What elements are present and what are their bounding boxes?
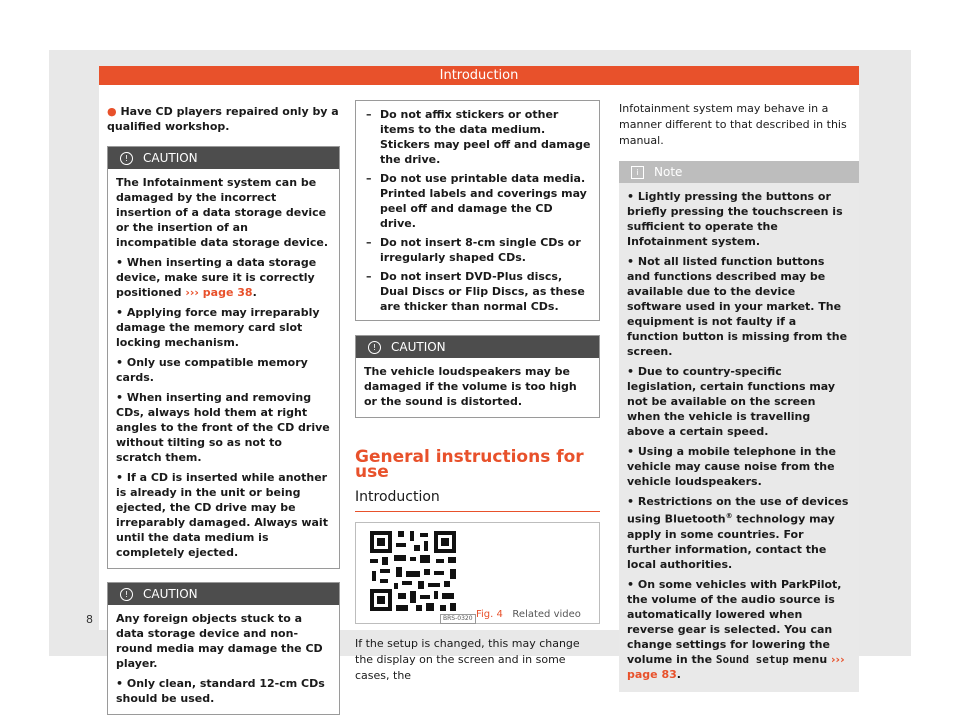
caution-bullet: • When inserting and removing CDs, always hold them at right angles to the front of the CD drive without tilting so as not to scratch them. (116, 391, 330, 464)
figure-code: BRS-0320 (440, 614, 476, 624)
caution-bullet: • When inserting a data storage device, make sure it is correctly positioned ››› page 38. (116, 256, 317, 299)
subsection-title: Introduction (355, 489, 440, 505)
figure-box (355, 522, 600, 624)
divider (355, 511, 600, 512)
body-text: If the setup is changed, this may change the display on the screen and in some cases, the (355, 637, 580, 682)
list-item: – Do not use printable data media. Printed labels and coverings may peel off and damage the CD drive. (366, 172, 587, 230)
caution-header: ! CAUTION (108, 147, 339, 169)
caution-bullet: • Applying force may irreparably damage the memory card slot locking mechanism. (116, 306, 320, 349)
caution-text: The vehicle loudspeakers may be damaged if the volume is too high or the sound is distorted. (364, 365, 577, 408)
column-1 (107, 104, 340, 715)
qr-code[interactable] (366, 527, 462, 615)
info-icon: i (631, 166, 644, 179)
caution-text: The Infotainment system can be damaged by the incorrect insertion of a data storage device or the insertion of an incompatible data storage device. (116, 176, 329, 249)
caution-bullet: • Only use compatible memory cards. (116, 356, 308, 384)
note-bullet: • Using a mobile telephone in the vehicle may cause noise from the vehicle loudspeakers. (627, 445, 836, 488)
list-item: – Do not affix stickers or other items to the data medium. Stickers may peel off and damage the drive. (366, 108, 591, 166)
note-bullet: • Lightly pressing the buttons or briefly pressing the touchscreen is sufficient to operate the Infotainment system. (627, 190, 843, 248)
caution-header: ! CAUTION (356, 336, 599, 358)
page-link[interactable]: ››› page 83 (627, 652, 845, 681)
caution-text: Any foreign objects stuck to a data storage device and non-round media may damage the CD player. (116, 612, 323, 670)
list-item: – Do not insert 8-cm single CDs or irregularly shaped CDs. (366, 236, 581, 264)
column-3 (619, 101, 859, 692)
figure-caption: Fig. 4 Related video (476, 609, 581, 620)
note-header: i Note (619, 161, 859, 183)
caution-header: ! CAUTION (108, 583, 339, 605)
caution-icon: ! (120, 588, 133, 601)
caution-box-2 (107, 582, 340, 715)
caution-icon: ! (368, 341, 381, 354)
column-2 (355, 100, 600, 684)
note-bullet: • On some vehicles with ParkPilot, the volume of the audio source is automatically lowered when reverse gear is selected. You can change settings for lowering the volume in the Sound setup menu ››› page 83. (627, 577, 845, 681)
note-bullet: • Due to country-specific legislation, certain functions may not be available on the screen when the vehicle is travelling above a certain speed. (627, 365, 836, 438)
caution-icon: ! (120, 152, 133, 165)
note-bullet: • Not all listed function buttons and functions described may be available due to the device software used in your market. The equipment is not faulty if a function button is missing from the screen. (627, 255, 848, 358)
section-title: General instructions for use (355, 447, 584, 482)
caution-box-3 (355, 335, 600, 418)
page-number: 8 (86, 613, 93, 626)
note-box (619, 161, 859, 692)
dash-list-box (355, 100, 600, 321)
caution-box-1 (107, 146, 340, 569)
caution-bullet: • If a CD is inserted while another is already in the unit or being ejected, the CD drive may be irreparably damaged. Always wait until the data medium is completely ejected. (116, 471, 328, 559)
page-link[interactable]: ››› page 38 (185, 286, 253, 299)
menu-name: Sound setup (715, 652, 789, 666)
caution-bullet: • Only clean, standard 12-cm CDs should be used. (116, 677, 325, 705)
running-header: Introduction (99, 66, 859, 85)
intro-bullet: ● Have CD players repaired only by a qualified workshop. (107, 105, 339, 133)
note-bullet: • Restrictions on the use of devices using Bluetooth® technology may apply in some countries. For further information, contact the local authorities. (627, 495, 849, 571)
list-item: – Do not insert DVD-Plus discs, Dual Discs or Flip Discs, as these are thicker than normal CDs. (366, 270, 585, 313)
body-text: Infotainment system may behave in a manner different to that described in this manual. (619, 102, 847, 147)
